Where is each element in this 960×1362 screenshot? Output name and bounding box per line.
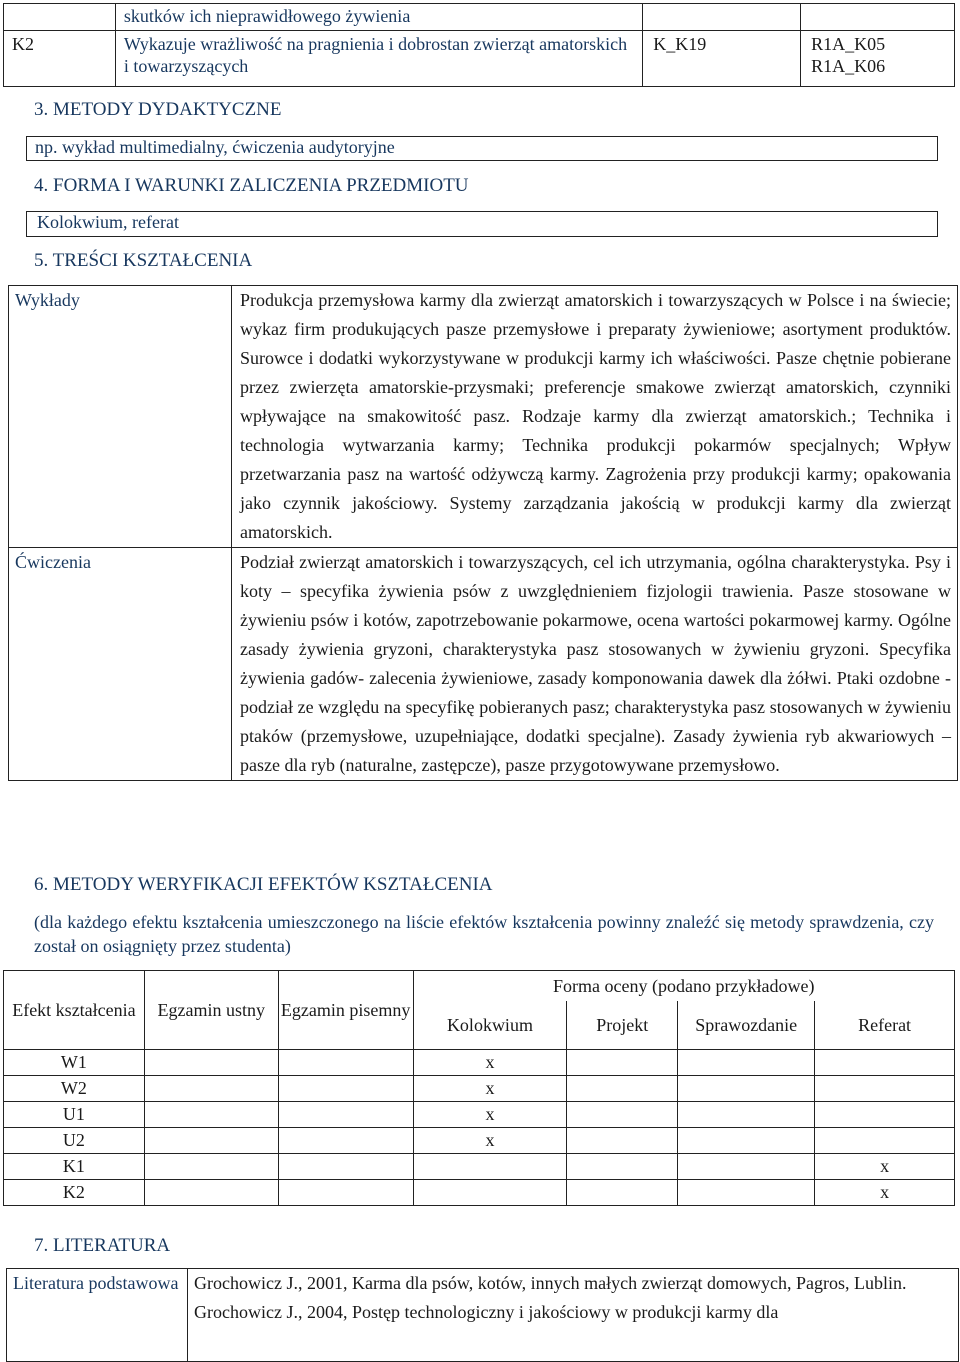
- table-row: [4, 31, 955, 87]
- table-row: [4, 971, 955, 1002]
- literature-entry: Grochowicz J., 2001, Karma dla psów, kotów, innych małych zwierząt domowych, Pagros, Lublin.: [194, 1273, 907, 1293]
- mark-cell: [815, 1049, 955, 1075]
- col-header-essay: Referat: [815, 1001, 955, 1049]
- effect-cell: W1: [4, 1049, 145, 1075]
- mark-cell: [815, 1127, 955, 1153]
- mark-cell: [678, 1075, 815, 1101]
- mark-cell: [278, 1049, 413, 1075]
- lectures-label: Wykłady: [9, 286, 232, 548]
- exercises-label: Ćwiczenia: [9, 548, 232, 781]
- table-row: [4, 1049, 955, 1075]
- mark-cell: [278, 1127, 413, 1153]
- section-4-heading: 4. FORMA I WARUNKI ZALICZENIA PRZEDMIOTU: [34, 175, 469, 196]
- mark-cell: [413, 1179, 567, 1205]
- mark-cell: [413, 1153, 567, 1179]
- mark-cell: [678, 1101, 815, 1127]
- effect-cell: K1: [4, 1153, 145, 1179]
- exercises-text: Podział zwierząt amatorskich i towarzyszących, cel ich utrzymania, ogólna charakterystyka. Psy i koty – specyfika żywienia psów z uwzględnieniem fizjologii trawienia. Pasze stosowane w żywieniu psów i kotów, zapotrzebowanie pokarmowe, ocena wartości pokarmowej karmy. Ogólne zasady żywienia gryzoni, charakterystyka pasz stosowanych w żywieniu gryzoni. Specyfika żywienia gadów- zalecenia żywieniowe, zasady komponowania dawek dla żółwi. Ptaki ozdobne - podział ze względu na specyfikę pobieranych pasz; charakterystyka pasz stosowanych w żywieniu ptaków (przemysłowe, uzupełniające, dodatki specjalne). Zasady żywienia ryb akwariowych – pasze dla ryb (naturalne, zastępcze), pasze przygotowywane przemysłowo.: [232, 548, 958, 781]
- literature-table: [6, 1268, 959, 1362]
- mark-cell: [678, 1127, 815, 1153]
- effect-code-cell: [4, 4, 116, 31]
- mark-cell: x: [413, 1127, 567, 1153]
- section-7-heading: 7. LITERATURA: [34, 1235, 171, 1256]
- effect-code-cell: K2: [4, 31, 116, 87]
- literature-label: Literatura podstawowa: [7, 1269, 188, 1362]
- mark-cell: [144, 1153, 278, 1179]
- mark-cell: [678, 1049, 815, 1075]
- table-row: [4, 1127, 955, 1153]
- mark-cell: [678, 1179, 815, 1205]
- section-3-text: np. wykład multimedialny, ćwiczenia audytoryjne: [35, 137, 395, 157]
- table-row: [4, 1153, 955, 1179]
- mark-cell: [567, 1179, 678, 1205]
- table-row: [4, 1179, 955, 1205]
- col-header-oral: Egzamin ustny: [144, 971, 278, 1050]
- effect-cell: K2: [4, 1179, 145, 1205]
- col-header-project: Projekt: [567, 1001, 678, 1049]
- mark-cell: [567, 1075, 678, 1101]
- mark-cell: [144, 1075, 278, 1101]
- mark-cell: [278, 1179, 413, 1205]
- section-3-heading: 3. METODY DYDAKTYCZNE: [34, 99, 282, 120]
- lectures-text: Produkcja przemysłowa karmy dla zwierząt amatorskich i towarzyszących w Polsce i na świecie; wykaz firm produkujących pasze przemysłowe i preparaty żywieniowe; asortyment produktów. Surowce i dodatki wykorzystywane w produkcji karmy ich właściwości. Pasze chętnie pobierane przez zwierzęta amatorskie-przysmaki; preferencje smakowe zwierząt amatorskich, czynniki wpływające na smakowitość pasz. Rodzaje karmy dla zwierząt amatorskich.; Technika i technologia wytwarzania karmy; Technika produkcji pokarmów specjalnych; Wpływ przetwarzania pasz na wartość odżywczą karmy. Zagrożenia przy produkcji karmy; opakowania jako czynnik jakościowy. Systemy zarządzania jakością w produkcji karmy dla zwierząt amatorskich.: [232, 286, 958, 548]
- table-row: [4, 4, 955, 31]
- effects-table: [3, 3, 955, 87]
- col-header-colloquium: Kolokwium: [413, 1001, 567, 1049]
- mark-cell: x: [815, 1153, 955, 1179]
- literature-entries: [188, 1269, 959, 1362]
- mark-cell: [678, 1153, 815, 1179]
- mark-cell: [144, 1101, 278, 1127]
- mark-cell: x: [413, 1049, 567, 1075]
- effect-kier-cell: K_K19: [643, 31, 801, 87]
- mark-cell: [567, 1153, 678, 1179]
- col-effect-header: Efekt kształcenia: [4, 971, 145, 1050]
- mark-cell: [567, 1049, 678, 1075]
- mark-cell: x: [413, 1075, 567, 1101]
- group-header: Forma oceny (podano przykładowe): [413, 971, 954, 1002]
- col-header-report: Sprawozdanie: [678, 1001, 815, 1049]
- effect-cell: U2: [4, 1127, 145, 1153]
- mark-cell: x: [413, 1101, 567, 1127]
- mark-cell: x: [815, 1179, 955, 1205]
- table-row: [4, 1101, 955, 1127]
- section-3-box: [26, 136, 938, 161]
- col-header-written: Egzamin pisemny: [278, 971, 413, 1050]
- verification-table: [3, 970, 955, 1206]
- table-row: [4, 1075, 955, 1101]
- effect-obszar-cell: R1A_K05 R1A_K06: [801, 31, 955, 87]
- content-table: [8, 285, 958, 781]
- section-4-text: Kolokwium, referat: [37, 212, 179, 232]
- effect-obszar-cell: [801, 4, 955, 31]
- effect-cell: W2: [4, 1075, 145, 1101]
- effect-cell: U1: [4, 1101, 145, 1127]
- section-6-heading: 6. METODY WERYFIKACJI EFEKTÓW KSZTAŁCENIA: [34, 874, 493, 895]
- section-4-box: [26, 211, 938, 237]
- effect-kier-cell: [643, 4, 801, 31]
- mark-cell: [278, 1101, 413, 1127]
- mark-cell: [278, 1153, 413, 1179]
- mark-cell: [278, 1075, 413, 1101]
- effect-desc-cell: skutków ich nieprawidłowego żywienia: [115, 4, 642, 31]
- mark-cell: [815, 1101, 955, 1127]
- mark-cell: [144, 1049, 278, 1075]
- section-6-note: (dla każdego efektu kształcenia umieszczonego na liście efektów kształcenia powinny znaleźć się metody sprawdzenia, czy został on osiągnięty przez studenta): [34, 912, 934, 956]
- mark-cell: [144, 1179, 278, 1205]
- mark-cell: [815, 1075, 955, 1101]
- effect-desc-cell: Wykazuje wrażliwość na pragnienia i dobrostan zwierząt amatorskich i towarzyszących: [115, 31, 642, 87]
- mark-cell: [567, 1101, 678, 1127]
- section-5-heading: 5. TREŚCI KSZTAŁCENIA: [34, 250, 253, 271]
- table-row: [7, 1269, 959, 1362]
- mark-cell: [567, 1127, 678, 1153]
- literature-entry: Grochowicz J., 2004, Postęp technologiczny i jakościowy w produkcji karmy dla: [194, 1302, 779, 1322]
- table-row: [9, 548, 958, 781]
- table-row: [9, 286, 958, 548]
- mark-cell: [144, 1127, 278, 1153]
